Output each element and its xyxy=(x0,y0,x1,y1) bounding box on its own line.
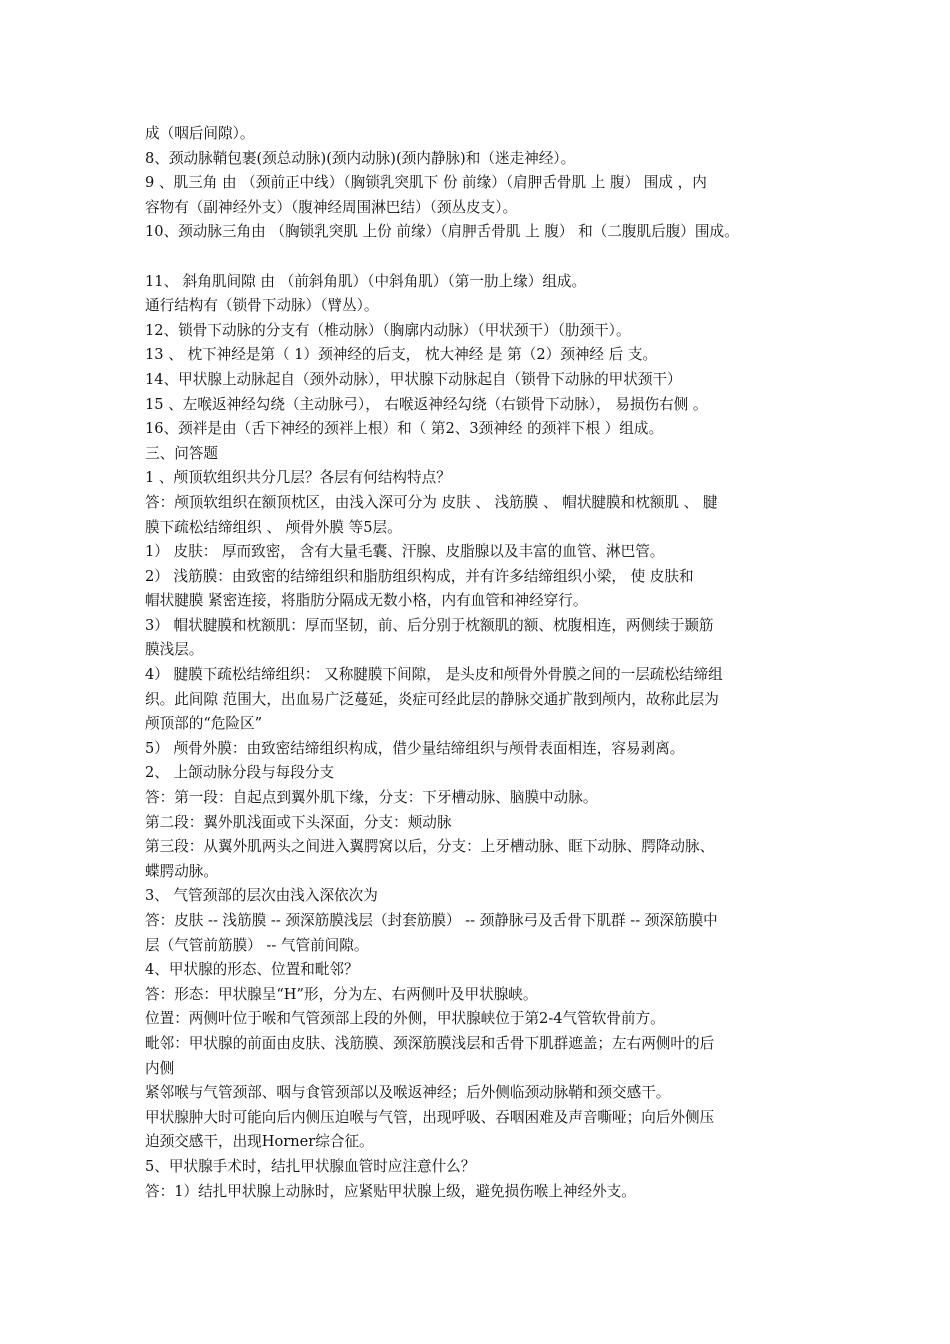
text-line: 2、 上颌动脉分段与每段分支 xyxy=(145,764,335,782)
text-line: 位置：两侧叶位于喉和气管颈部上段的外侧，甲状腺峡位于第2-4气管软骨前方。 xyxy=(145,1010,665,1028)
text-line: 帽状腱膜 紧密连接，将脂肪分隔成无数小格，内有血管和神经穿行。 xyxy=(145,592,588,610)
text-line: 答：形态：甲状腺呈“H”形，分为左、右两侧叶及甲状腺峡。 xyxy=(145,985,538,1003)
text-line: 织。此间隙 范围大，出血易广泛蔓延，炎症可经此层的静脉交通扩散到颅内，故称此层为 xyxy=(145,690,719,708)
text-line: 12、锁骨下动脉的分支有（椎动脉）（胸廓内动脉）（甲状颈干）（肋颈干）。 xyxy=(145,321,631,339)
text-line: 1 、颅顶软组织共分几层？各层有何结构特点？ xyxy=(145,469,451,487)
text-line: 膜下疏松结缔组织 、 颅骨外膜 等5层。 xyxy=(145,518,402,536)
text-line: 16、颈袢是由（舌下神经的颈袢上根）和（ 第2、3颈神经 的颈袢下根 ）组成。 xyxy=(145,420,664,438)
text-line: 迫颈交感干，出现Horner综合征。 xyxy=(145,1133,374,1151)
text-line: 8、颈动脉鞘包裹(颈总动脉)(颈内动脉)(颈内静脉)和（迷走神经）。 xyxy=(145,149,576,167)
text-line: 4、甲状腺的形态、位置和毗邻？ xyxy=(145,961,359,979)
text-line: 甲状腺肿大时可能向后内侧压迫喉与气管，出现呼吸、吞咽困难及声音嘶哑；向后外侧压 xyxy=(145,1108,715,1126)
text-line: 通行结构有（锁骨下动脉）（臂丛）。 xyxy=(145,297,379,315)
text-line: 内侧 xyxy=(145,1059,175,1077)
document-page xyxy=(145,122,825,1204)
text-line: 第二段：翼外肌浅面或下头深面，分支：颊动脉 xyxy=(145,813,452,831)
text-line: 9 、肌三角 由 （颈前正中线）（胸锁乳突肌下 份 前缘）（肩胛舌骨肌 上 腹） 围成 ，内 xyxy=(145,174,707,192)
text-line: 3、 气管颈部的层次由浅入深依次为 xyxy=(145,887,378,905)
text-line: 4） 腱膜下疏松结缔组织： 又称腱膜下间隙， 是头皮和颅骨外骨膜之间的一层疏松结缔组 xyxy=(145,666,723,684)
text-line: 紧邻喉与气管颈部、咽与食管颈部以及喉返神经；后外侧临颈动脉鞘和颈交感干。 xyxy=(145,1084,671,1102)
text-line: 2） 浅筋膜：由致密的结缔组织和脂肪组织构成，并有许多结缔组织小梁， 使 皮肤和 xyxy=(145,567,694,585)
text-line: 10、颈动脉三角由 （胸锁乳突肌 上份 前缘）（肩胛舌骨肌 上 腹） 和（二腹肌后腹）围成。 xyxy=(145,223,739,241)
text-line: 蝶腭动脉。 xyxy=(145,862,218,880)
text-line: 答：颅顶软组织在额顶枕区，由浅入深可分为 皮肤 、 浅筋膜 、 帽状腱膜和枕额肌 、 腱 xyxy=(145,493,718,511)
text-line: 容物有（副神经外支）（腹神经周围淋巴结）（颈丛皮支）。 xyxy=(145,198,518,216)
text-line: 答：皮肤 -- 浅筋膜 -- 颈深筋膜浅层（封套筋膜） -- 颈静脉弓及舌骨下肌群 -- 颈深筋膜中 xyxy=(145,912,718,929)
text-line: 成（咽后间隙）。 xyxy=(145,125,255,142)
text-line: 13 、 枕下神经是第（ 1）颈神经的后支， 枕大神经 是 第（2）颈神经 后 支。 xyxy=(145,346,658,364)
text-line: 1） 皮肤： 厚而致密， 含有大量毛囊、汗腺、皮脂腺以及丰富的血管、淋巴管。 xyxy=(145,543,665,561)
text-line: 毗邻：甲状腺的前面由皮肤、浅筋膜、颈深筋膜浅层和舌骨下肌群遮盖；左右两侧叶的后 xyxy=(145,1034,715,1052)
text-line: 答：1）结扎甲状腺上动脉时，应紧贴甲状腺上级，避免损伤喉上神经外支。 xyxy=(145,1182,636,1200)
text-line: 第三段：从翼外肌两头之间进入翼腭窝以后，分支：上牙槽动脉、眶下动脉、腭降动脉、 xyxy=(145,838,715,856)
text-line: 膜浅层。 xyxy=(145,641,204,659)
text-line: 15 、左喉返神经勾绕（主动脉弓）， 右喉返神经勾绕（右锁骨下动脉）， 易损伤右侧 。 xyxy=(145,395,708,413)
text-line: 三、问答题 xyxy=(145,444,218,462)
text-line: 层（气管前筋膜） -- 气管前间隙。 xyxy=(145,936,369,954)
text-line: 11、 斜角肌间隙 由 （前斜角肌）（中斜角肌）（第一肋上缘）组成。 xyxy=(145,272,587,290)
text-line: 14、甲状腺上动脉起自（颈外动脉），甲状腺下动脉起自（锁骨下动脉的甲状颈干） xyxy=(145,370,682,388)
text-line: 5） 颅骨外膜：由致密结缔组织构成，借少量结缔组织与颅骨表面相连，容易剥离。 xyxy=(145,739,685,757)
text-line: 颅顶部的“危险区” xyxy=(145,715,263,733)
blank-line xyxy=(145,245,825,270)
text-line: 5、甲状腺手术时，结扎甲状腺血管时应注意什么？ xyxy=(145,1157,476,1175)
text-line: 答：第一段：自起点到翼外肌下缘，分支：下牙槽动脉、脑膜中动脉。 xyxy=(145,789,598,807)
text-line: 3） 帽状腱膜和枕额肌：厚而坚韧，前、后分别于枕额肌的额、枕腹相连，两侧续于颞筋 xyxy=(145,616,714,634)
